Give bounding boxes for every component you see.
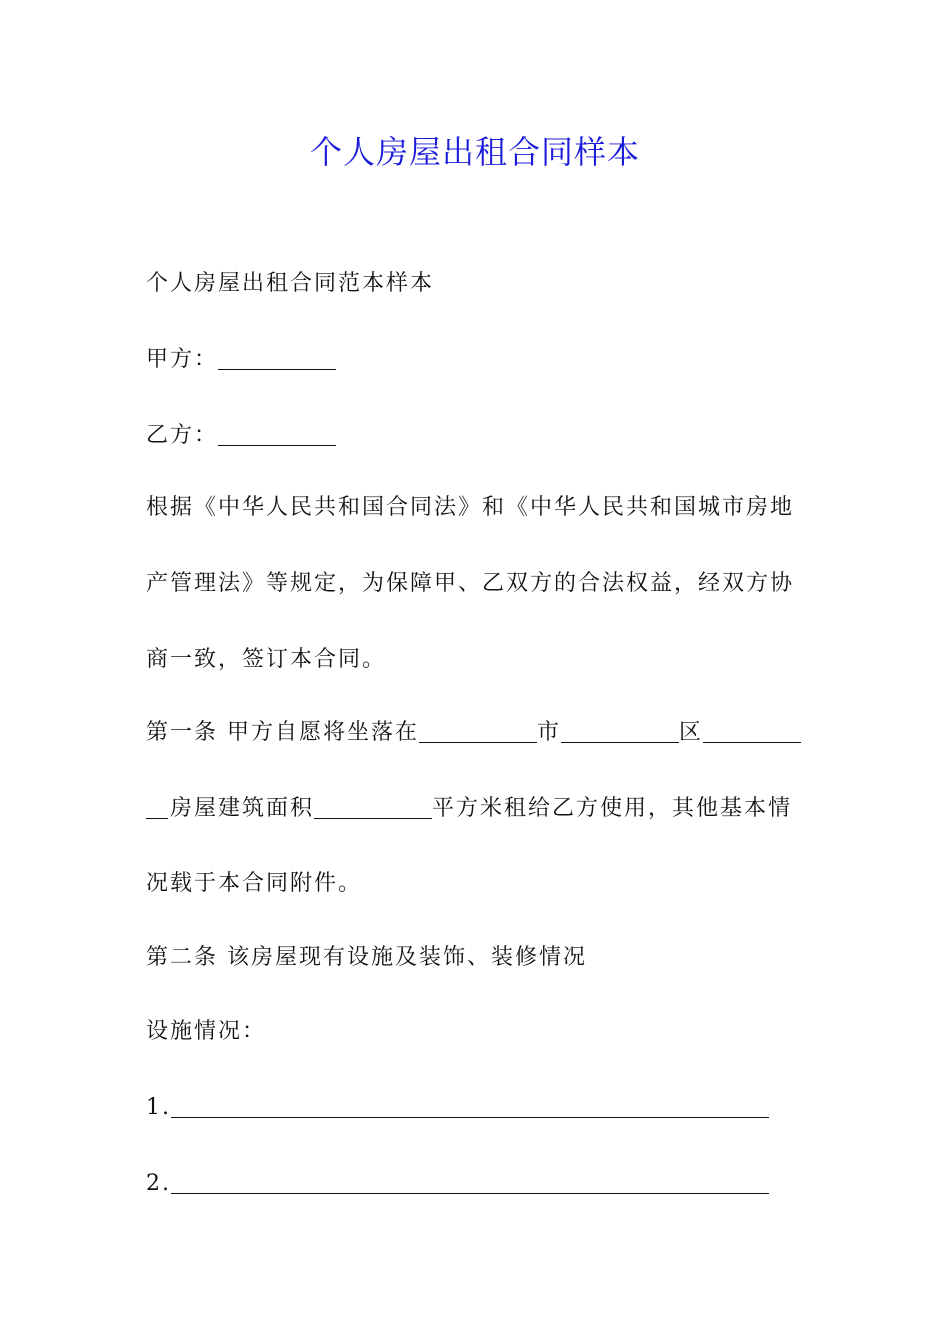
city-blank [419,716,537,743]
party-a-label: 甲方： [146,347,219,372]
facility-item-1 [146,1090,806,1126]
article1-line2-end: 平方米租给乙方使用，其他基本情 [432,796,793,821]
party-b-label: 乙方： [146,423,219,448]
subtitle: 个人房屋出租合同范本样本 [146,271,435,296]
preamble-line-2: 产管理法》等规定，为保障甲、乙双方的合法权益，经双方协 [146,571,795,596]
preamble-line-3: 商一致，签订本合同。 [146,647,387,672]
preamble-line-1: 根据《中华人民共和国合同法》和《中华人民共和国城市房地 [146,495,795,520]
article1-line2-mid: 房屋建筑面积 [170,796,315,821]
article1-line-3: 况载于本合同附件。 [146,871,363,896]
facility-item-2 [146,1166,806,1202]
party-b-line [146,418,806,454]
district-blank [561,716,679,743]
article1-district: 区 [679,720,704,745]
item-1-number: 1. [146,1095,171,1120]
area-blank [314,792,432,819]
item-2-number: 2. [146,1171,171,1196]
article1-prefix: 第一条 甲方自愿将坐落在 [146,720,419,745]
street-blank-cont [146,792,168,819]
article2-heading: 第二条 该房屋现有设施及装饰、装修情况 [146,945,587,970]
facilities-label: 设施情况： [146,1019,267,1044]
street-blank [703,716,801,743]
party-a-line [146,342,806,378]
item-1-blank [171,1091,769,1118]
item-2-blank [171,1167,769,1194]
article1-city: 市 [537,720,562,745]
party-b-blank [218,419,336,446]
document-title: 个人房屋出租合同样本 [309,133,640,171]
article1-line-1 [146,715,806,751]
article1-line-2 [146,791,806,827]
party-a-blank [218,343,336,370]
